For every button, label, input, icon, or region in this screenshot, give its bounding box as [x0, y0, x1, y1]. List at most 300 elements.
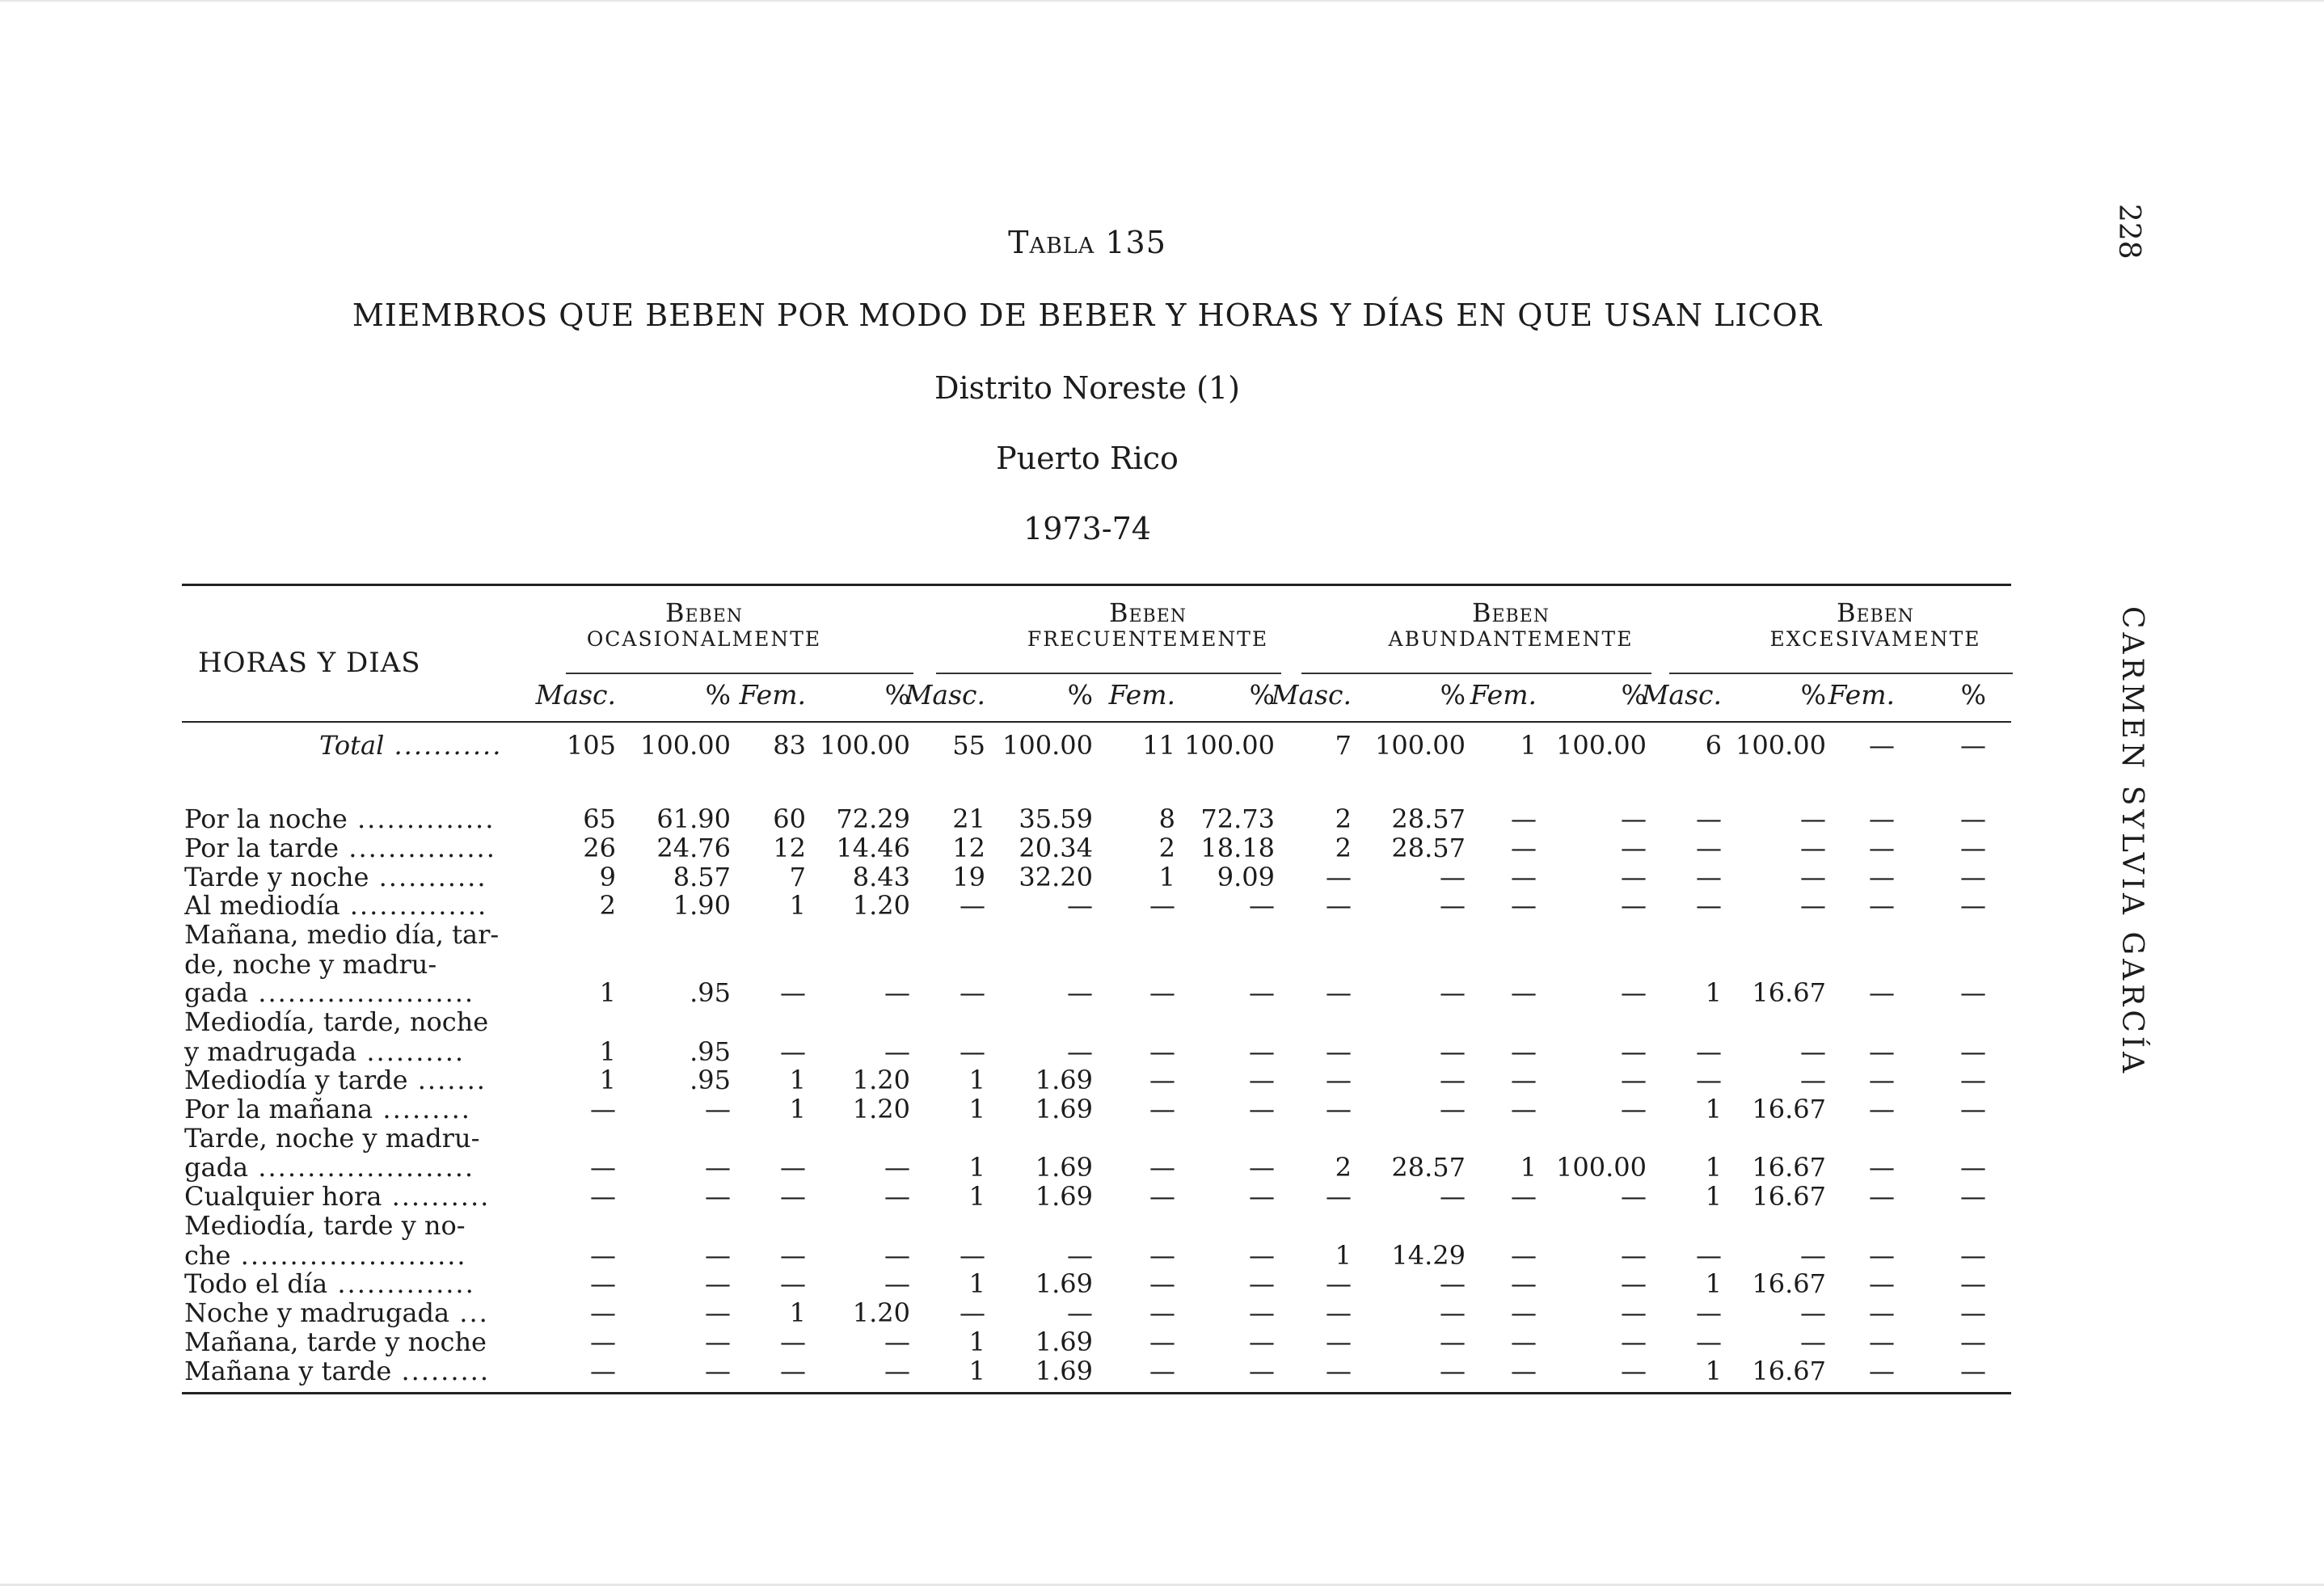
percent-cell: — [1440, 1094, 1466, 1124]
percent-cell: — [1440, 1181, 1466, 1212]
group-header-line2: FRECUENTEMENTE [1027, 626, 1269, 651]
row-leader-dots: .............. [347, 804, 496, 833]
row-label [184, 1327, 534, 1356]
percent-cell: 100.00 [640, 730, 731, 761]
table-label-first: T [1008, 225, 1030, 260]
percent-cell: .95 [690, 1065, 731, 1095]
row-leader-dots: ...................... [248, 1153, 475, 1182]
row-label [184, 1037, 534, 1066]
count-cell: — [1149, 1240, 1175, 1271]
count-cell: 1 [599, 977, 616, 1008]
percent-cell: — [1960, 833, 1986, 863]
row-label-text: Total [319, 731, 385, 760]
count-cell: 2 [1335, 1152, 1352, 1183]
percent-cell: 28.57 [1391, 804, 1466, 834]
main-title: MIEMBROS QUE BEBEN POR MODO DE BEBER Y HORAS Y DÍAS EN QUE USAN LICOR [352, 297, 1823, 333]
count-cell: — [780, 1327, 806, 1357]
percent-cell: 16.67 [1752, 1152, 1826, 1183]
group-underline [1669, 673, 2013, 674]
count-cell: — [1326, 1268, 1352, 1299]
running-head: CARMEN SYLVIA GARCÍA [2115, 606, 2149, 1078]
percent-cell: — [1800, 804, 1826, 834]
percent-cell: 100.00 [820, 730, 910, 761]
row-label [184, 1298, 534, 1327]
percent-cell: — [1960, 1065, 1986, 1095]
row-leader-dots: ....................... [230, 1241, 467, 1270]
count-cell: — [1869, 977, 1895, 1008]
row-leader-dots: ....... [407, 1065, 487, 1095]
count-cell: — [1511, 1327, 1537, 1357]
row-label-text: gada [184, 1153, 249, 1182]
row-label-text: Tarde y noche [184, 863, 369, 892]
percent-cell: 100.00 [1556, 1152, 1647, 1183]
percent-cell: — [1621, 1065, 1647, 1095]
count-cell: — [1149, 1181, 1175, 1212]
subheader-masc: Masc. [535, 679, 616, 711]
percent-cell: — [705, 1268, 731, 1299]
subheader-masc: Masc. [1641, 679, 1722, 711]
percent-cell: 14.29 [1391, 1240, 1466, 1271]
count-cell: — [780, 1240, 806, 1271]
count-cell: — [1696, 1327, 1722, 1357]
table-row [0, 950, 2324, 979]
page-edge [0, 0, 2324, 2]
count-cell: 12 [773, 833, 806, 863]
count-cell: — [1869, 1297, 1895, 1328]
column-group-header [1349, 598, 1672, 652]
subheader-percent: % [1440, 679, 1466, 711]
count-cell: — [1511, 1065, 1537, 1095]
count-cell: 6 [1705, 730, 1722, 761]
count-cell: 7 [1335, 730, 1352, 761]
count-cell: 19 [952, 862, 985, 892]
count-cell: 12 [952, 833, 985, 863]
subheader-fem: Fem. [1470, 679, 1537, 711]
row-label-text: y madrugada [184, 1037, 357, 1066]
count-cell: — [1869, 1268, 1895, 1299]
percent-cell: — [1249, 1181, 1275, 1212]
row-leader-dots: ......... [391, 1356, 491, 1386]
count-cell: — [1696, 862, 1722, 892]
subheader-percent: % [1621, 679, 1647, 711]
percent-cell: — [1621, 1036, 1647, 1067]
count-cell: 26 [583, 833, 616, 863]
row-label-text: Mediodía y tarde [184, 1065, 408, 1095]
count-cell: — [1326, 1065, 1352, 1095]
table-top-rule [182, 584, 2011, 586]
count-cell: 2 [1335, 804, 1352, 834]
count-cell: — [1511, 1268, 1537, 1299]
percent-cell: — [1800, 1065, 1826, 1095]
count-cell: 8 [1158, 804, 1175, 834]
table-row [0, 1269, 2324, 1298]
count-cell: 1 [1520, 1152, 1537, 1183]
subheader-percent: % [1960, 679, 1986, 711]
count-cell: 1 [1158, 862, 1175, 892]
percent-cell: 100.00 [1736, 730, 1826, 761]
percent-cell: 1.69 [1035, 1181, 1093, 1212]
count-cell: — [1869, 890, 1895, 921]
percent-cell: — [884, 1356, 910, 1386]
percent-cell: — [1621, 804, 1647, 834]
count-cell: 1 [968, 1094, 985, 1124]
percent-cell: — [1440, 1327, 1466, 1357]
count-cell: — [1149, 1065, 1175, 1095]
percent-cell: — [884, 1240, 910, 1271]
count-cell: — [1326, 862, 1352, 892]
table-title [0, 225, 2174, 260]
row-label [184, 978, 534, 1007]
count-cell: — [1869, 833, 1895, 863]
count-cell: — [1149, 1356, 1175, 1386]
row-leader-dots: ........... [384, 731, 503, 760]
row-leader-dots: .............. [340, 891, 488, 920]
count-cell: 1 [1705, 1152, 1722, 1183]
percent-cell: — [1960, 1356, 1986, 1386]
percent-cell: — [1067, 977, 1093, 1008]
percent-cell: — [884, 1268, 910, 1299]
count-cell: — [1869, 1356, 1895, 1386]
row-leader-dots: ... [449, 1298, 489, 1327]
row-label-text: Mediodía, tarde y no- [184, 1211, 466, 1240]
percent-cell: — [1621, 977, 1647, 1008]
count-cell: — [590, 1327, 616, 1357]
count-cell: — [1696, 1036, 1722, 1067]
row-label-text: Todo el día [184, 1269, 328, 1298]
percent-cell: 8.43 [852, 862, 910, 892]
count-cell: — [960, 1240, 985, 1271]
count-cell: — [590, 1356, 616, 1386]
table-row [0, 1211, 2324, 1240]
row-label [184, 1356, 534, 1386]
count-cell: — [780, 1268, 806, 1299]
percent-cell: — [1960, 1036, 1986, 1067]
table-row [0, 804, 2324, 833]
count-cell: 1 [599, 1036, 616, 1067]
percent-cell: — [1249, 1036, 1275, 1067]
percent-cell: — [1960, 1240, 1986, 1271]
row-label-text: Mañana y tarde [184, 1356, 392, 1386]
years-subtitle: 1973-74 [1023, 511, 1151, 546]
count-cell: — [780, 1152, 806, 1183]
percent-cell: .95 [690, 977, 731, 1008]
count-cell: 1 [789, 890, 806, 921]
count-cell: — [1149, 1094, 1175, 1124]
count-cell: — [1511, 890, 1537, 921]
count-cell: — [1869, 730, 1895, 761]
count-cell: — [1869, 1240, 1895, 1271]
count-cell: 7 [789, 862, 806, 892]
row-label [184, 920, 534, 949]
percent-cell: — [1800, 833, 1826, 863]
count-cell: — [1696, 804, 1722, 834]
count-cell: 1 [1335, 1240, 1352, 1271]
header-bottom-rule [182, 721, 2011, 723]
count-cell: — [1511, 833, 1537, 863]
percent-cell: — [884, 1152, 910, 1183]
percent-cell: — [705, 1152, 731, 1183]
percent-cell: 16.67 [1752, 977, 1826, 1008]
count-cell: 1 [1705, 1181, 1722, 1212]
percent-cell: 16.67 [1752, 1094, 1826, 1124]
count-cell: — [1326, 1181, 1352, 1212]
percent-cell: — [1249, 1065, 1275, 1095]
table-row [0, 920, 2324, 949]
percent-cell: — [1960, 1268, 1986, 1299]
percent-cell: — [1440, 1036, 1466, 1067]
percent-cell: 9.09 [1217, 862, 1275, 892]
count-cell: — [1149, 977, 1175, 1008]
table-row [0, 1241, 2324, 1270]
count-cell: — [1326, 1094, 1352, 1124]
row-label-text: Noche y madrugada [184, 1298, 450, 1327]
count-cell: — [1869, 1065, 1895, 1095]
row-leader-dots: .......... [356, 1037, 466, 1066]
row-leader-dots: ...................... [248, 978, 475, 1007]
count-cell: 83 [773, 730, 806, 761]
count-cell: 11 [1142, 730, 1175, 761]
group-header-line1: Beben [1836, 597, 1915, 628]
count-cell: 1 [1705, 1356, 1722, 1386]
percent-cell: — [1249, 1094, 1275, 1124]
count-cell: 1 [968, 1181, 985, 1212]
count-cell: 1 [599, 1065, 616, 1095]
count-cell: — [1869, 1036, 1895, 1067]
row-label-text: Al mediodía [184, 891, 340, 920]
percent-cell: — [1067, 1036, 1093, 1067]
percent-cell: 100.00 [1184, 730, 1275, 761]
percent-cell: 16.67 [1752, 1356, 1826, 1386]
table-row [0, 891, 2324, 920]
row-label-text: Cualquier hora [184, 1182, 382, 1211]
count-cell: — [1869, 1181, 1895, 1212]
count-cell: — [1511, 977, 1537, 1008]
percent-cell: — [884, 977, 910, 1008]
percent-cell: — [1067, 1297, 1093, 1328]
count-cell: — [780, 1356, 806, 1386]
stub-header: HORAS Y DIAS [198, 647, 421, 679]
percent-cell: 61.90 [656, 804, 731, 834]
percent-cell: 1.69 [1035, 1268, 1093, 1299]
percent-cell: — [1960, 1297, 1986, 1328]
count-cell: — [960, 890, 985, 921]
row-label [184, 1095, 534, 1124]
count-cell: 9 [599, 862, 616, 892]
percent-cell: 1.69 [1035, 1152, 1093, 1183]
count-cell: — [1869, 1327, 1895, 1357]
count-cell: 1 [1705, 1094, 1722, 1124]
percent-cell: — [1621, 1094, 1647, 1124]
percent-cell: — [1440, 977, 1466, 1008]
table-row [0, 1182, 2324, 1211]
percent-cell: 72.29 [836, 804, 910, 834]
group-header-line1: Beben [1471, 597, 1550, 628]
percent-cell: — [1960, 730, 1986, 761]
count-cell: 2 [599, 890, 616, 921]
count-cell: — [590, 1240, 616, 1271]
percent-cell: — [884, 1036, 910, 1067]
percent-cell: — [1800, 1297, 1826, 1328]
count-cell: — [1696, 1297, 1722, 1328]
percent-cell: 14.46 [836, 833, 910, 863]
count-cell: — [1149, 890, 1175, 921]
count-cell: — [1149, 1036, 1175, 1067]
percent-cell: — [1960, 1094, 1986, 1124]
row-label [184, 1153, 534, 1182]
count-cell: — [1326, 890, 1352, 921]
subheader-fem: Fem. [1828, 679, 1895, 711]
count-cell: — [1149, 1268, 1175, 1299]
count-cell: 60 [773, 804, 806, 834]
percent-cell: — [1621, 890, 1647, 921]
percent-cell: — [1440, 1356, 1466, 1386]
row-label-text: gada [184, 978, 249, 1007]
percent-cell: — [1960, 804, 1986, 834]
percent-cell: 32.20 [1019, 862, 1093, 892]
count-cell: — [1326, 977, 1352, 1008]
percent-cell: — [1621, 1356, 1647, 1386]
row-label [184, 1269, 534, 1298]
table-row [0, 863, 2324, 892]
percent-cell: — [705, 1356, 731, 1386]
table-row [0, 1037, 2324, 1066]
row-label [184, 1182, 534, 1211]
count-cell: — [590, 1181, 616, 1212]
percent-cell: — [1960, 890, 1986, 921]
percent-cell: — [705, 1297, 731, 1328]
count-cell: — [1696, 1240, 1722, 1271]
percent-cell: — [1621, 1240, 1647, 1271]
percent-cell: — [1960, 862, 1986, 892]
count-cell: — [590, 1297, 616, 1328]
percent-cell: — [1621, 1268, 1647, 1299]
percent-cell: — [1621, 1327, 1647, 1357]
percent-cell: — [1067, 890, 1093, 921]
percent-cell: 100.00 [1556, 730, 1647, 761]
count-cell: — [1696, 890, 1722, 921]
subheader-percent: % [705, 679, 731, 711]
count-cell: 21 [952, 804, 985, 834]
percent-cell: 28.57 [1391, 1152, 1466, 1183]
percent-cell: 24.76 [656, 833, 731, 863]
row-leader-dots: .......... [382, 1182, 491, 1211]
count-cell: 1 [1705, 1268, 1722, 1299]
percent-cell: — [1249, 1356, 1275, 1386]
count-cell: — [1326, 1327, 1352, 1357]
percent-cell: 1.69 [1035, 1356, 1093, 1386]
subheader-masc: Masc. [905, 679, 985, 711]
table-row [0, 1095, 2324, 1124]
percent-cell: — [1249, 890, 1275, 921]
count-cell: 1 [789, 1094, 806, 1124]
group-header-line2: ABUNDANTEMENTE [1388, 626, 1634, 651]
row-label [184, 1124, 534, 1153]
table-row [0, 978, 2324, 1007]
percent-cell: — [1621, 1181, 1647, 1212]
percent-cell: — [1621, 833, 1647, 863]
percent-cell: — [1440, 890, 1466, 921]
percent-cell: — [1800, 1240, 1826, 1271]
percent-cell: — [1960, 977, 1986, 1008]
percent-cell: — [1249, 1240, 1275, 1271]
percent-cell: 16.67 [1752, 1268, 1826, 1299]
count-cell: — [1511, 862, 1537, 892]
district-subtitle: Distrito Noreste (1) [934, 370, 1240, 406]
table-row [0, 1124, 2324, 1153]
row-label [184, 863, 534, 892]
count-cell: — [1869, 862, 1895, 892]
count-cell: — [1511, 1297, 1537, 1328]
percent-cell: — [1440, 1065, 1466, 1095]
count-cell: — [1869, 1152, 1895, 1183]
row-leader-dots: ........... [369, 863, 487, 892]
count-cell: — [1696, 833, 1722, 863]
count-cell: — [1326, 1036, 1352, 1067]
count-cell: — [1326, 1297, 1352, 1328]
count-cell: — [780, 977, 806, 1008]
row-label-text: Por la mañana [184, 1095, 373, 1124]
table-row [0, 1356, 2324, 1386]
count-cell: 1 [1705, 977, 1722, 1008]
percent-cell: — [1440, 1297, 1466, 1328]
count-cell: 105 [566, 730, 616, 761]
percent-cell: — [1800, 890, 1826, 921]
column-group-header [986, 598, 1310, 652]
percent-cell: — [705, 1181, 731, 1212]
subheader-percent: % [1800, 679, 1826, 711]
count-cell: 1 [968, 1327, 985, 1357]
place-subtitle: Puerto Rico [996, 441, 1179, 476]
percent-cell: — [1621, 862, 1647, 892]
percent-cell: — [705, 1240, 731, 1271]
row-label [184, 891, 534, 920]
count-cell: — [590, 1094, 616, 1124]
percent-cell: — [1800, 1036, 1826, 1067]
count-cell: — [780, 1181, 806, 1212]
percent-cell: 1.20 [852, 1297, 910, 1328]
row-leader-dots: ......... [373, 1095, 471, 1124]
count-cell: — [1511, 1356, 1537, 1386]
percent-cell: 100.00 [1375, 730, 1466, 761]
percent-cell: 1.20 [852, 1094, 910, 1124]
row-label [184, 804, 534, 833]
percent-cell: 20.34 [1019, 833, 1093, 863]
percent-cell: .95 [690, 1036, 731, 1067]
percent-cell: 1.69 [1035, 1327, 1093, 1357]
group-header-line2: OCASIONALMENTE [586, 626, 822, 651]
group-header-line1: Beben [664, 597, 744, 628]
count-cell: 2 [1158, 833, 1175, 863]
percent-cell: 1.69 [1035, 1094, 1093, 1124]
row-label [184, 950, 534, 979]
percent-cell: 28.57 [1391, 833, 1466, 863]
percent-cell: — [705, 1094, 731, 1124]
percent-cell: — [1621, 1297, 1647, 1328]
row-label [184, 1065, 534, 1095]
percent-cell: 16.67 [1752, 1181, 1826, 1212]
subheader-percent: % [1249, 679, 1275, 711]
table-number: 135 [1105, 225, 1166, 260]
count-cell: — [1869, 804, 1895, 834]
count-cell: 1 [968, 1356, 985, 1386]
percent-cell: — [1067, 1240, 1093, 1271]
count-cell: 2 [1335, 833, 1352, 863]
count-cell: 55 [952, 730, 985, 761]
percent-cell: — [1249, 977, 1275, 1008]
count-cell: — [590, 1268, 616, 1299]
percent-cell: — [1960, 1181, 1986, 1212]
subheader-fem: Fem. [739, 679, 806, 711]
